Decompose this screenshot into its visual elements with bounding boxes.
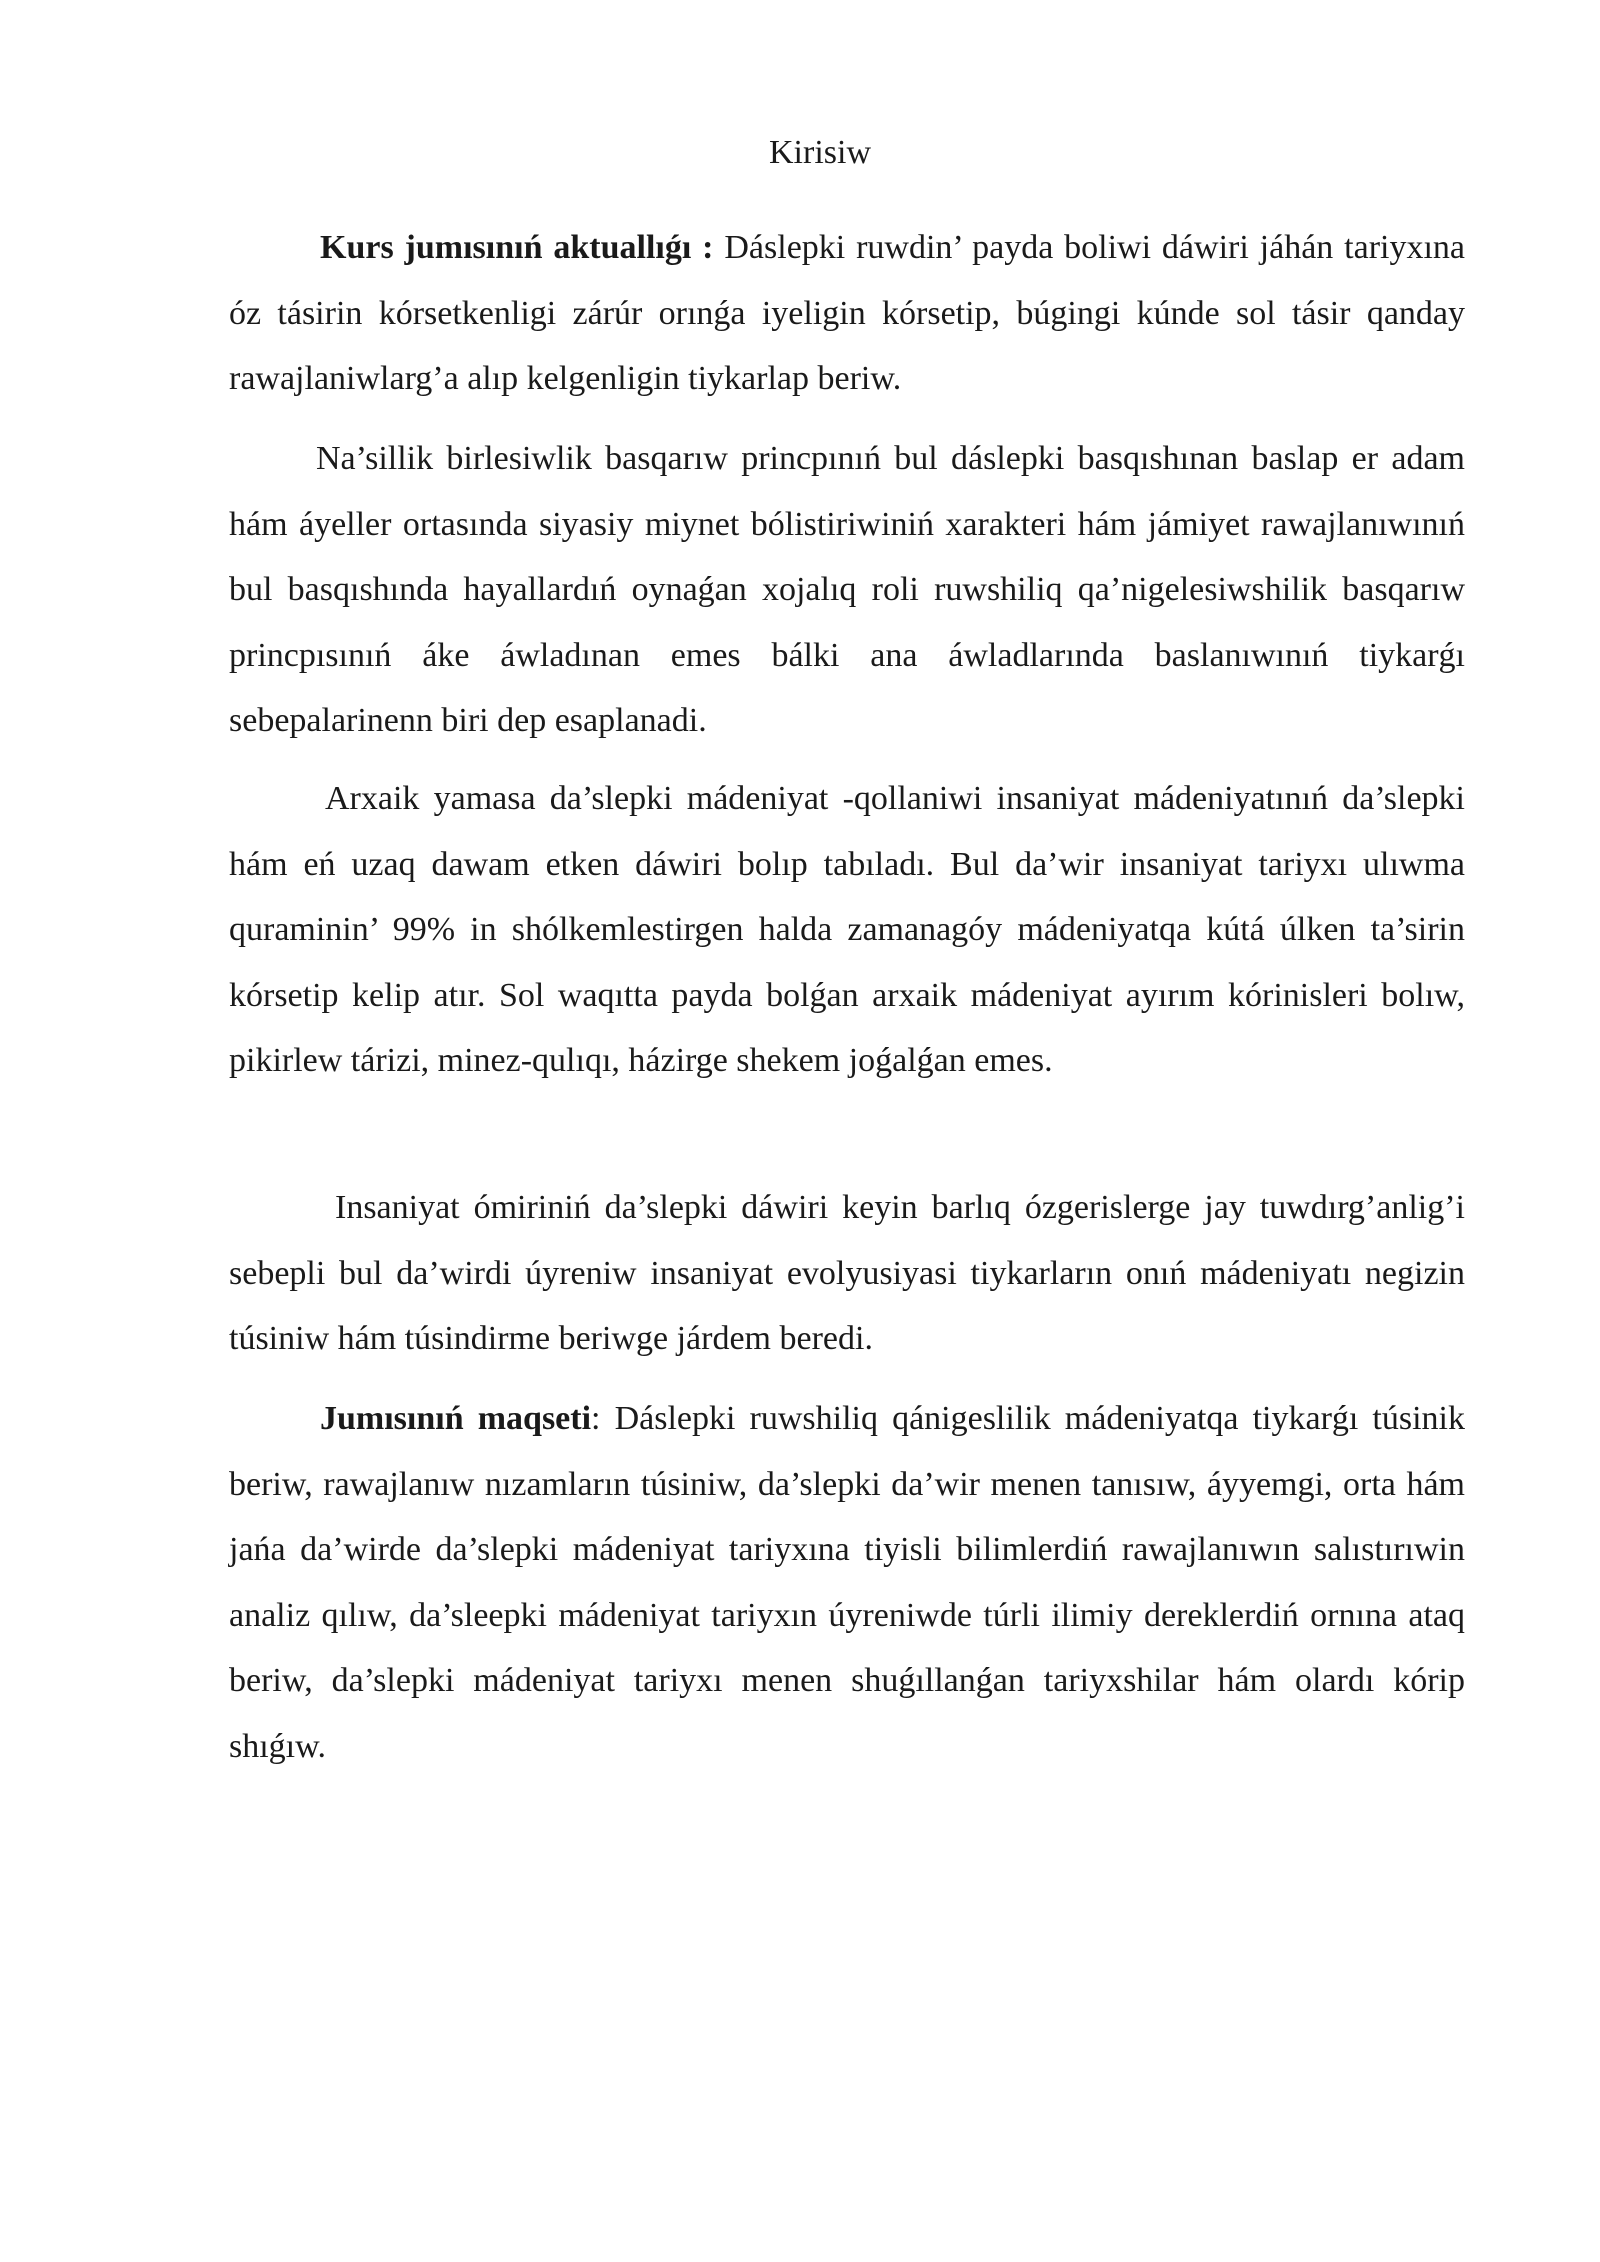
page-title: Kirisiw xyxy=(769,134,871,171)
paragraph-text: Insaniyat ómiriniń da’slepki dáwiri keyin barlıq ózgerislerge jay tuwdırg’anlig’i sebepli bul da’wirdi úyreniw insaniyat evolyusiyasi tiykarların onıń mádeniyatı negizin túsiniw hám túsindirme beriwge járdem beredi. xyxy=(229,1189,1465,1357)
paragraph-lead-relevance: Kurs jumısınıń aktuallıǵı : xyxy=(320,229,714,266)
paragraph-goal xyxy=(229,1386,1465,1779)
paragraph-text-relevance: Dáslepki ruwdin’ payda boliwi dáwiri jáhán tariyxına óz tásirin kórsetkenligi zárúr orınǵa iyeligin kórsetip, búgingi kúnde sol tásir qanday rawajlaniwlarg’a alıp kelgenligin tiykarlap beriw. xyxy=(229,229,1465,397)
paragraph-text: Na’sillik birlesiwlik basqarıw princpınıń bul dáslepki basqıshınan baslap er adam hám áyeller ortasında siyasiy miynet bólistiriwiniń xarakteri hám jámiyet rawajlanıwınıń bul basqıshında hayallardıń oynaǵan xojalıq roli ruwshiliq qa’nigelesiwshilik basqarıw princpısınıń áke áwladınan emes bálki ana áwladlarında baslanıwınıń tiykarǵı sebepalarinenn biri dep esaplanadi. xyxy=(229,440,1465,739)
paragraph-text: Arxaik yamasa da’slepki mádeniyat -qollaniwi insaniyat mádeniyatınıń da’slepki hám eń uzaq dawam etken dáwiri bolıp tabıladı. Bul da’wir insaniyat tariyxı ulıwma quraminin’ 99% in shólkemlestirgen halda zamanagóy mádeniyatqa kútá úlken ta’sirin kórsetip kelip atır. Sol waqıtta payda bolǵan arxaik mádeniyat ayırım kórinisleri bolıw, pikirlew tárizi, minez-qulıqı, házirge shekem joǵalǵan emes. xyxy=(229,780,1465,1079)
paragraph-relevance xyxy=(229,215,1465,412)
paragraph-lead-goal: Jumısınıń maqseti xyxy=(320,1400,592,1437)
paragraph-text-goal: : Dáslepki ruwshiliq qánigeslilik mádeniyatqa tiykarǵı túsinik beriw, rawajlanıw nızamların túsiniw, da’slepki da’wir menen tanısıw, áyyemgi, orta hám jańa da’wirde da’slepki mádeniyat tariyxına tiyisli bilimlerdiń rawajlanıwın salıstırıwin analiz qılıw, da’sleepki mádeniyat tariyxın úyreniwde túrli ilimiy dereklerdiń ornına ataq beriw, da’slepki mádeniyat tariyxı menen shuǵıllanǵan tariyxshilar hám olardı kórip shıǵıw. xyxy=(229,1400,1466,1765)
